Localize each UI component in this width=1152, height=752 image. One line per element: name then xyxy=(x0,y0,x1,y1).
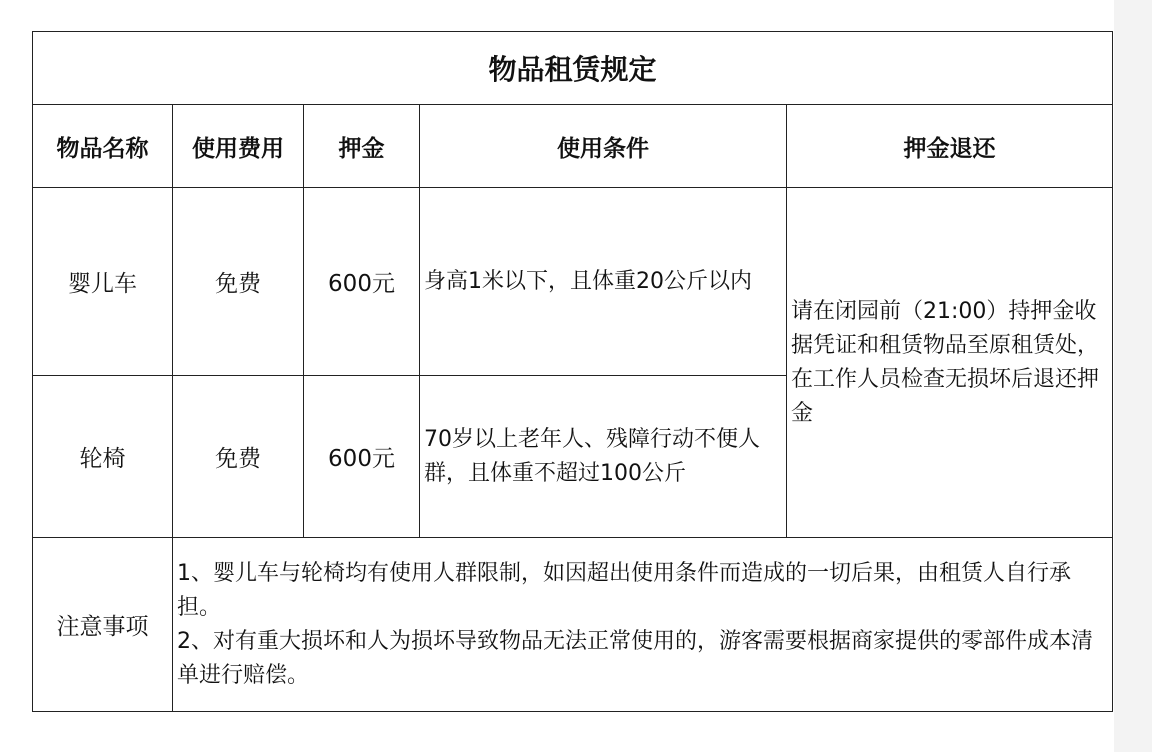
note-item: 1、婴儿车与轮椅均有使用人群限制，如因超出使用条件而造成的一切后果，由租赁人自行承担。 xyxy=(177,560,1072,620)
header-row xyxy=(33,105,1113,188)
item-fee: 免费 xyxy=(173,376,304,538)
refund-text: 请在闭园前（21:00）持押金收据凭证和租赁物品至原租赁处，在工作人员检查无损坏后退还押金 xyxy=(787,188,1113,538)
header-item-name: 物品名称 xyxy=(33,105,173,188)
header-condition: 使用条件 xyxy=(420,105,787,188)
header-deposit: 押金 xyxy=(304,105,420,188)
table-row xyxy=(33,188,1113,376)
item-fee: 免费 xyxy=(173,188,304,376)
notes-content xyxy=(173,538,1113,712)
item-deposit: 600元 xyxy=(304,188,420,376)
item-deposit: 600元 xyxy=(304,376,420,538)
table-title: 物品租赁规定 xyxy=(33,32,1113,105)
header-refund: 押金退还 xyxy=(787,105,1113,188)
item-name: 婴儿车 xyxy=(33,188,173,376)
notes-label: 注意事项 xyxy=(33,538,173,712)
rental-rules-table xyxy=(32,31,1113,712)
item-name: 轮椅 xyxy=(33,376,173,538)
notes-row xyxy=(33,538,1113,712)
header-fee: 使用费用 xyxy=(173,105,304,188)
item-condition: 70岁以上老年人、残障行动不便人群，且体重不超过100公斤 xyxy=(420,376,787,538)
item-condition: 身高1米以下，且体重20公斤以内 xyxy=(420,188,787,376)
note-item: 2、对有重大损坏和人为损坏导致物品无法正常使用的，游客需要根据商家提供的零部件成本清单进行赔偿。 xyxy=(177,628,1094,688)
